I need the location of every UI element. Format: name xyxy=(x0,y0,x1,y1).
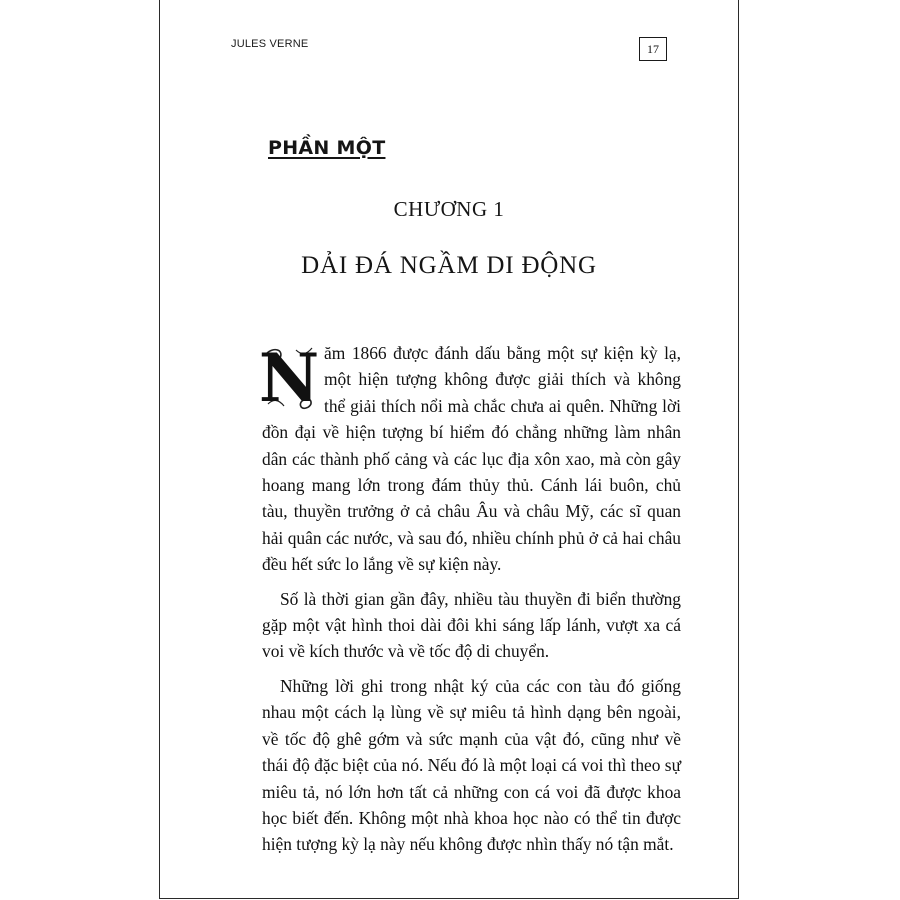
drop-cap-ornament xyxy=(258,339,320,417)
running-head-author: JULES VERNE xyxy=(231,38,309,50)
page-number: 17 xyxy=(639,37,667,61)
chapter-body xyxy=(258,339,681,858)
chapter-number: CHƯƠNG 1 xyxy=(393,197,505,221)
paragraph-1 xyxy=(258,339,681,578)
paragraph-2: Số là thời gian gần đây, nhiều tàu thuyền đi biển thường gặp một vật hình thoi dài đôi khi sáng lấp lánh, vượt xa cá voi về kích thước và về tốc độ di chuyển. xyxy=(262,588,681,662)
paragraph-1-text: ăm 1866 được đánh dấu bằng một sự kiện kỳ lạ, một hiện tượng không được giải thích và không thể giải thích nổi mà chắc chưa ai quên. Những lời đồn đại về hiện tượng bí hiểm đó chẳng những làm nhân dân các thành phố cảng và các lục địa xôn xao, mà còn gây hoang mang lớn trong đám thủy thủ. Cánh lái buôn, chủ tàu, thuyền trưởng ở cả châu Âu và châu Mỹ, các sĩ quan hải quân các nước, và sau đó, nhiều chính phủ ở cả hai châu đều hết sức lo lắng về sự kiện này. xyxy=(262,343,681,575)
paragraph-3: Những lời ghi trong nhật ký của các con tàu đó giống nhau một cách lạ lùng về sự miêu tả hình dạng bên ngoài, về tốc độ ghê gớm và sức mạnh của vật đó, cũng như về thái độ đặc biệt của nó. Nếu đó là một loại cá voi thì theo sự miêu tả, nó lớn hơn tất cả những con cá voi đã được khoa học biết đến. Không một nhà khoa học nào có thể tin được hiện tượng kỳ lạ này nếu không được nhìn thấy nó tận mắt. xyxy=(262,675,681,855)
drop-cap-letter: N xyxy=(258,339,320,417)
part-title: PHẦN MỘT xyxy=(268,137,386,159)
chapter-title: DẢI ĐÁ NGẦM DI ĐỘNG xyxy=(301,252,597,279)
book-page xyxy=(159,0,739,899)
